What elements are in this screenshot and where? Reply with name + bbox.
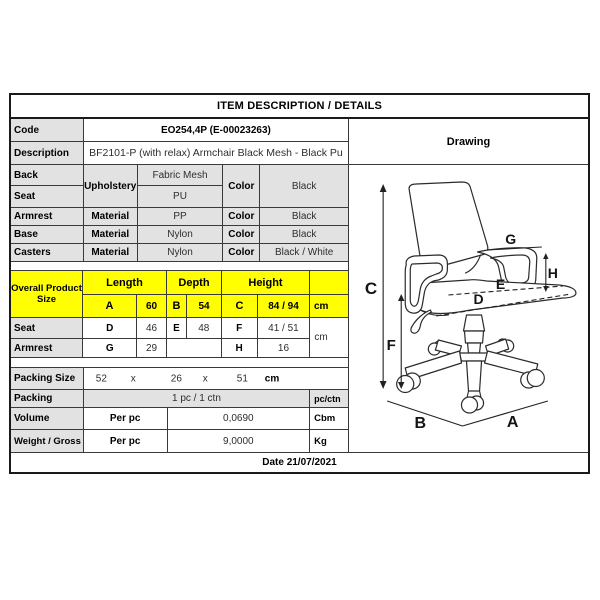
packing-size-w: 26 <box>170 373 182 384</box>
dim-key-e: E <box>167 318 187 338</box>
weight-label: Weight / Gross <box>11 430 84 452</box>
item-description-table <box>9 93 590 474</box>
base-color-label: Color <box>223 226 260 243</box>
seat-material-value: PU <box>138 186 223 207</box>
sheet-title: ITEM DESCRIPTION / DETAILS <box>11 95 588 119</box>
dim-label-d: D <box>473 291 484 307</box>
packing-size-values <box>84 368 348 389</box>
back-seat-labels <box>11 165 84 207</box>
code-row <box>11 119 348 142</box>
casters-material-row <box>11 244 348 262</box>
dims-grid <box>83 318 310 357</box>
volume-basis: Per pc <box>84 408 168 429</box>
back-material-value: Fabric Mesh <box>138 165 223 186</box>
volume-unit: Cbm <box>314 413 336 424</box>
dim-val-b: 54 <box>187 295 222 317</box>
seat-armrest-dims-block <box>11 318 348 358</box>
armrest-label: Armrest <box>11 208 84 225</box>
packing-row <box>11 390 348 408</box>
dim-label-f: F <box>386 337 396 354</box>
overall-size-label-line2: Size <box>36 294 56 305</box>
caster-right <box>527 370 544 387</box>
overall-size-block <box>11 271 348 318</box>
overall-values-row <box>83 295 348 317</box>
weight-basis: Per pc <box>84 430 168 452</box>
armrest-material-value: PP <box>138 208 224 225</box>
armrest-dims-label: Armrest <box>11 339 82 357</box>
base-material-value: Nylon <box>138 226 224 243</box>
dim-key-d: D <box>83 318 137 338</box>
chair-seat <box>411 280 576 314</box>
spec-columns <box>11 119 349 452</box>
armrest-color-label: Color <box>223 208 260 225</box>
back-label: Back <box>11 165 83 186</box>
overall-size-grid <box>83 271 348 317</box>
dim-val-d: 46 <box>137 318 167 338</box>
volume-label: Volume <box>11 408 84 429</box>
seat-armrest-unit: cm <box>314 332 328 343</box>
packing-size-unit: cm <box>264 373 280 384</box>
dim-label-h: H <box>547 265 558 281</box>
chair-gas-lift-upper <box>463 315 484 331</box>
dim-line-c-arrow-bottom <box>380 381 387 389</box>
volume-value: 0,0690 <box>168 408 311 429</box>
packing-size-x2: x <box>202 373 208 384</box>
dim-key-b: B <box>167 295 187 317</box>
armrest-material-row <box>11 208 348 226</box>
upholstery-values <box>138 165 224 207</box>
dim-label-g: G <box>505 231 517 247</box>
date-row: Date 21/07/2021 <box>11 452 588 472</box>
depth-header: Depth <box>167 271 222 294</box>
packing-size-x1: x <box>130 373 136 384</box>
casters-color-label: Color <box>223 244 260 261</box>
volume-row <box>11 408 348 430</box>
table-body <box>11 119 588 452</box>
seat-dims-label: Seat <box>11 318 82 339</box>
overall-size-label-line1: Overall Product <box>11 282 82 294</box>
packing-size-l: 52 <box>95 373 107 384</box>
armrest-dims-row <box>83 339 309 357</box>
chair-base-hub <box>459 353 488 361</box>
dim-label-b: B <box>414 414 427 432</box>
weight-value: 9,0000 <box>168 430 311 452</box>
armrest-prop: Material <box>84 208 138 225</box>
dim-key-f: F <box>222 318 258 338</box>
drawing-pane <box>349 119 588 452</box>
dim-key-g: G <box>83 339 137 357</box>
size-headers-empty <box>310 271 348 294</box>
weight-unit: Kg <box>314 435 327 447</box>
dim-val-a: 60 <box>137 295 167 317</box>
length-header: Length <box>83 271 167 294</box>
dim-val-g: 29 <box>137 339 167 357</box>
base-color-value: Black <box>260 226 348 243</box>
dim-val-c: 84 / 94 <box>258 295 310 317</box>
base-material-row <box>11 226 348 244</box>
base-label: Base <box>11 226 84 243</box>
packing-size-row <box>11 368 348 390</box>
back-seat-color-value: Black <box>260 165 348 207</box>
packing-size-h: 51 <box>236 373 248 384</box>
size-headers-row <box>83 271 348 295</box>
dim-key-h: H <box>222 339 258 357</box>
seat-dims-row <box>83 318 309 339</box>
spacer-row-2 <box>11 358 348 368</box>
casters-material-value: Nylon <box>138 244 224 261</box>
spacer-row <box>11 262 348 271</box>
casters-prop: Material <box>84 244 138 261</box>
back-seat-color-label: Color <box>223 165 260 207</box>
drawing-title: Drawing <box>349 119 588 165</box>
casters-label: Casters <box>11 244 84 261</box>
packing-size-label: Packing Size <box>11 368 84 389</box>
height-header: Height <box>222 271 310 294</box>
dims-labels <box>11 318 83 357</box>
weight-row <box>11 430 348 452</box>
packing-label: Packing <box>11 390 84 407</box>
overall-size-label <box>11 271 83 317</box>
dim-label-a: A <box>506 413 519 431</box>
dim-val-h: 16 <box>277 342 290 354</box>
dim-key-c: C <box>222 295 258 317</box>
dim-label-c: C <box>364 279 378 298</box>
code-label: Code <box>11 119 84 141</box>
packing-unit: pc/ctn <box>310 390 348 407</box>
description-row <box>11 142 348 165</box>
upholstery-label: Upholstery <box>84 165 138 207</box>
packing-value: 1 pc / 1 ctn <box>84 390 310 407</box>
dim-key-a: A <box>83 295 137 317</box>
base-prop: Material <box>84 226 138 243</box>
chair-drawing <box>349 165 588 452</box>
dim-line-h-arrow-top <box>543 253 548 259</box>
casters-color-value: Black / White <box>260 244 348 261</box>
chair-gas-lift-mid <box>464 331 483 343</box>
dim-line-f-arrow-top <box>398 294 404 301</box>
dim-line-c-arrow-top <box>380 184 387 192</box>
code-value: EO254,4P (E-00023263) <box>160 124 271 136</box>
back-seat-block <box>11 165 348 208</box>
caster-front <box>461 397 477 413</box>
description-label: Description <box>11 142 84 164</box>
dim-label-e: E <box>495 276 506 292</box>
dim-val-f: 41 / 51 <box>268 322 299 334</box>
chair-gas-lift-lower <box>467 343 480 353</box>
dim-val-e: 48 <box>187 318 222 338</box>
seat-label: Seat <box>11 186 83 207</box>
chair-leg-front <box>466 361 481 391</box>
description-value: BF2101-P (with relax) Armchair Black Mesh - Black Pu <box>89 147 343 159</box>
armrest-color-value: Black <box>260 208 348 225</box>
drawing-body <box>349 165 588 452</box>
overall-unit: cm <box>310 295 348 317</box>
armrest-dims-empty <box>167 339 222 357</box>
